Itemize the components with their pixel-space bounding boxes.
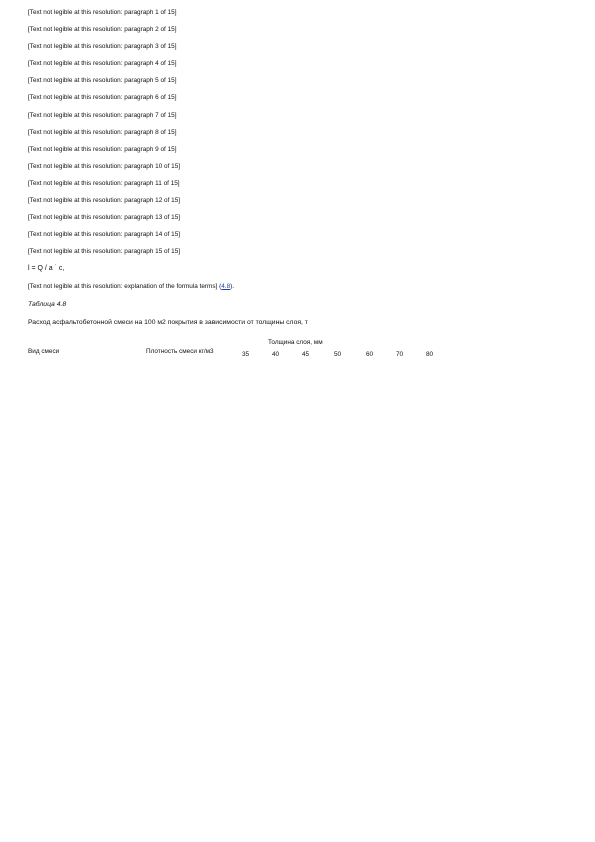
paragraph-7: [Text not legible at this resolution: paragraph 7 of 15] (28, 111, 177, 119)
paragraph-11: [Text not legible at this resolution: paragraph 11 of 15] (28, 179, 180, 187)
paragraph-1: [Text not legible at this resolution: paragraph 1 of 15] (28, 9, 177, 16)
table-reference-link[interactable]: 4.8 (221, 282, 231, 290)
paragraph-8: [Text not legible at this resolution: paragraph 8 of 15] (28, 128, 177, 136)
document-content (28, 8, 570, 362)
table-header-density: Плотность смеси кг/м3 (146, 347, 214, 355)
table-header (28, 338, 570, 362)
table-header-thickness-value: 40 (272, 350, 280, 358)
paragraph-2: [Text not legible at this resolution: paragraph 2 of 15] (28, 26, 177, 34)
formula-explanation-text: [Text not legible at this resolution: explanation of the formula terms] (28, 282, 218, 290)
paragraph-13: [Text not legible at this resolution: paragraph 13 of 15] (28, 214, 181, 222)
paragraph-4: [Text not legible at this resolution: paragraph 4 of 15] (28, 60, 177, 68)
table-caption: Таблица 4.8 (28, 300, 67, 308)
table-header-thickness-value: 70 (396, 350, 404, 358)
paragraph-5: [Text not legible at this resolution: paragraph 5 of 15] (28, 77, 177, 85)
table-header-mix-type: Вид смеси (28, 347, 60, 355)
paragraph-10: [Text not legible at this resolution: paragraph 10 of 15] (28, 162, 181, 170)
paragraph-15: [Text not legible at this resolution: paragraph 15 of 15] (28, 248, 181, 256)
table-header-thickness-value: 45 (302, 350, 310, 358)
table-header-thickness-value: 50 (334, 350, 342, 358)
formula: l = Q / a ˙ c, (28, 265, 65, 273)
paragraph-14: [Text not legible at this resolution: paragraph 14 of 15] (28, 231, 181, 239)
formula-explanation: [Text not legible at this resolution: explanation of the formula terms] (4.8). (28, 282, 235, 290)
table-header-thickness-value: 80 (426, 350, 434, 358)
paragraph-6: [Text not legible at this resolution: paragraph 6 of 15] (28, 94, 177, 102)
paragraph-9: [Text not legible at this resolution: paragraph 9 of 15] (28, 145, 177, 153)
table-title: Расход асфальтобетонной смеси на 100 м2 покрытия в зависимости от толщины слоя, т (28, 318, 308, 326)
table-header-thickness-value: 60 (366, 350, 374, 358)
table-header-thickness: Толщина слоя, мм (268, 338, 323, 346)
paragraph-3: [Text not legible at this resolution: paragraph 3 of 15] (28, 43, 177, 51)
paragraph-12: [Text not legible at this resolution: paragraph 12 of 15] (28, 197, 181, 205)
table-header-thickness-value: 35 (242, 350, 250, 358)
